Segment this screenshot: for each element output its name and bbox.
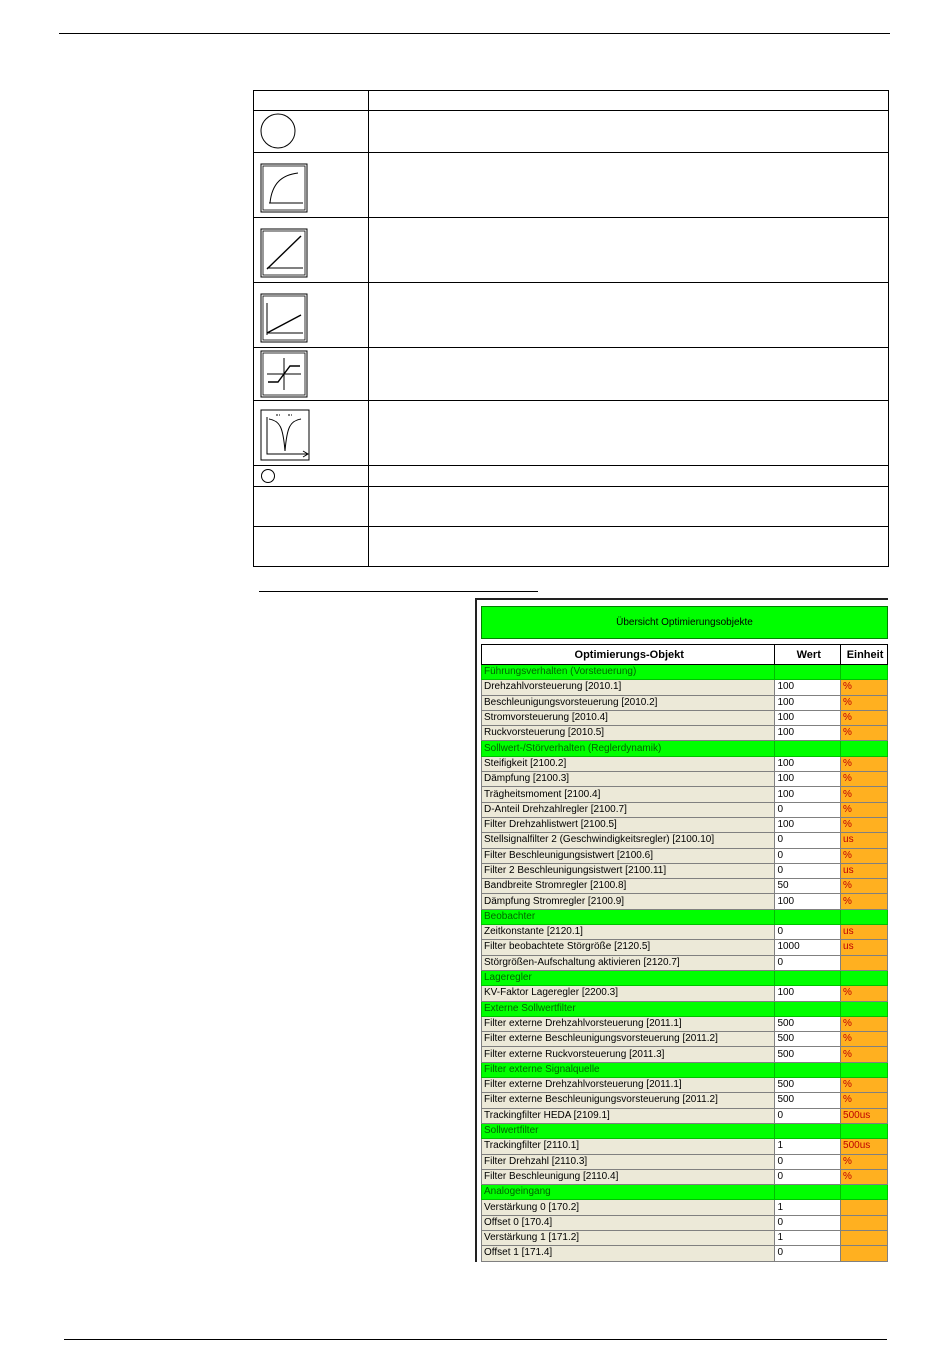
description-cell [369, 218, 889, 283]
value-cell[interactable]: 100 [775, 986, 841, 1001]
unit-cell [841, 1246, 888, 1261]
symbol-row [254, 153, 889, 218]
symbol-cell [254, 283, 369, 348]
section-value-cell [775, 1123, 841, 1138]
value-cell[interactable]: 100 [775, 894, 841, 909]
value-cell[interactable]: 100 [775, 772, 841, 787]
section-value-cell [775, 665, 841, 680]
header-rule [59, 33, 890, 34]
section-unit-cell [841, 741, 888, 756]
value-cell[interactable]: 0 [775, 1154, 841, 1169]
object-name-cell: Stromvorsteuerung [2010.4] [482, 710, 775, 725]
object-name-cell: Filter Beschleunigung [2110.4] [482, 1169, 775, 1184]
object-name-cell: Filter beobachtete Störgröße [2120.5] [482, 940, 775, 955]
object-name-cell: Dämpfung [2100.3] [482, 772, 775, 787]
symbol-row [254, 218, 889, 283]
table-row[interactable] [482, 772, 888, 787]
object-name-cell: Filter externe Beschleunigungsvorsteuerung [2011.2] [482, 1093, 775, 1108]
description-cell [369, 401, 889, 466]
symbol-row [254, 283, 889, 348]
table-row[interactable] [482, 1200, 888, 1215]
symbol-row [254, 401, 889, 466]
section-row [482, 665, 888, 680]
unit-cell: 500us [841, 1139, 888, 1154]
symbol-table [253, 90, 889, 567]
object-name-cell: Dämpfung Stromregler [2100.9] [482, 894, 775, 909]
large-circle-icon [254, 111, 368, 152]
table-row[interactable] [482, 1169, 888, 1184]
value-cell[interactable]: 100 [775, 787, 841, 802]
symbol-column-header [254, 91, 369, 111]
object-name-cell: Trackingfilter [2110.1] [482, 1139, 775, 1154]
saturation-graph-icon [254, 348, 368, 400]
description-column-header [369, 91, 889, 111]
unit-cell: % [841, 1016, 888, 1031]
object-column-header[interactable]: Optimierungs-Objekt [482, 645, 775, 665]
value-cell[interactable]: 500 [775, 1078, 841, 1093]
object-name-cell: Filter externe Ruckvorsteuerung [2011.3] [482, 1047, 775, 1062]
section-value-cell [775, 1185, 841, 1200]
unit-cell: % [841, 986, 888, 1001]
value-cell[interactable]: 1 [775, 1200, 841, 1215]
object-name-cell: Offset 1 [171.4] [482, 1246, 775, 1261]
optimization-objects-table [481, 644, 888, 1262]
unit-cell: % [841, 802, 888, 817]
shallow-line-graph-icon [254, 283, 368, 347]
table-row[interactable] [482, 863, 888, 878]
symbol-cell [254, 111, 369, 153]
table-row[interactable] [482, 817, 888, 832]
object-name-cell: D-Anteil Drehzahlregler [2100.7] [482, 802, 775, 817]
unit-cell: % [841, 1154, 888, 1169]
value-cell[interactable]: 0 [775, 802, 841, 817]
object-name-cell: Filter externe Drehzahlvorsteuerung [2011.1] [482, 1078, 775, 1093]
notch-filter-graph-icon [254, 401, 368, 465]
object-name-cell: Verstärkung 0 [170.2] [482, 1200, 775, 1215]
value-cell[interactable]: 1 [775, 1230, 841, 1245]
table-row[interactable] [482, 787, 888, 802]
table-row[interactable] [482, 802, 888, 817]
value-cell[interactable]: 100 [775, 726, 841, 741]
value-cell[interactable]: 100 [775, 756, 841, 771]
section-value-cell [775, 1062, 841, 1077]
value-cell[interactable]: 500 [775, 1032, 841, 1047]
unit-cell: % [841, 1093, 888, 1108]
table-row[interactable] [482, 955, 888, 970]
description-cell [369, 466, 889, 487]
value-cell[interactable]: 100 [775, 695, 841, 710]
value-cell[interactable]: 0 [775, 1108, 841, 1123]
section-row [482, 970, 888, 985]
object-name-cell: Störgrößen-Aufschaltung aktivieren [2120.7] [482, 955, 775, 970]
value-cell[interactable]: 100 [775, 710, 841, 725]
value-cell[interactable]: 0 [775, 925, 841, 940]
unit-cell: % [841, 710, 888, 725]
section-row [482, 1001, 888, 1016]
unit-cell: % [841, 695, 888, 710]
table-row[interactable] [482, 1154, 888, 1169]
section-unit-cell [841, 1001, 888, 1016]
unit-cell [841, 1215, 888, 1230]
unit-cell: % [841, 848, 888, 863]
optimization-objects-window [475, 598, 888, 1262]
section-label: Analogeingang [482, 1185, 775, 1200]
table-row[interactable] [482, 726, 888, 741]
caption-underline [259, 591, 538, 592]
object-name-cell: Ruckvorsteuerung [2010.5] [482, 726, 775, 741]
unit-cell: % [841, 817, 888, 832]
object-name-cell: Trackingfilter HEDA [2109.1] [482, 1108, 775, 1123]
symbol-row [254, 348, 889, 401]
table-row[interactable] [482, 1215, 888, 1230]
table-header-row [482, 645, 888, 665]
table-row[interactable] [482, 1108, 888, 1123]
object-name-cell: Beschleunigungsvorsteuerung [2010.2] [482, 695, 775, 710]
section-value-cell [775, 1001, 841, 1016]
section-label: Führungsverhalten (Vorsteuerung) [482, 665, 775, 680]
object-name-cell: Trägheitsmoment [2100.4] [482, 787, 775, 802]
panel-title: Übersicht Optimierungsobjekte [481, 606, 888, 639]
object-name-cell: KV-Faktor Lageregler [2200.3] [482, 986, 775, 1001]
symbol-cell [254, 348, 369, 401]
table-row[interactable] [482, 848, 888, 863]
section-row [482, 1185, 888, 1200]
table-row[interactable] [482, 1078, 888, 1093]
unit-cell [841, 1200, 888, 1215]
symbol-row [254, 466, 889, 487]
table-row[interactable] [482, 1093, 888, 1108]
table-row[interactable] [482, 1246, 888, 1261]
table-row[interactable] [482, 940, 888, 955]
unit-cell: % [841, 680, 888, 695]
object-name-cell: Filter externe Beschleunigungsvorsteuerung [2011.2] [482, 1032, 775, 1047]
table-row[interactable] [482, 695, 888, 710]
section-value-cell [775, 741, 841, 756]
steep-line-graph-icon [254, 218, 368, 282]
value-cell[interactable]: 0 [775, 833, 841, 848]
unit-cell: % [841, 1169, 888, 1184]
table-row[interactable] [482, 879, 888, 894]
value-cell[interactable]: 0 [775, 1215, 841, 1230]
symbol-cell [254, 527, 369, 567]
section-value-cell [775, 970, 841, 985]
section-label: Lageregler [482, 970, 775, 985]
table-body [482, 645, 888, 1262]
table-row[interactable] [482, 1047, 888, 1062]
value-cell[interactable]: 1 [775, 1139, 841, 1154]
object-name-cell: Filter Drehzahl [2110.3] [482, 1154, 775, 1169]
unit-cell: % [841, 726, 888, 741]
table-row[interactable] [482, 894, 888, 909]
description-cell [369, 111, 889, 153]
value-cell[interactable]: 500 [775, 1093, 841, 1108]
section-unit-cell [841, 665, 888, 680]
symbol-row [254, 527, 889, 567]
object-name-cell: Filter Beschleunigungsistwert [2100.6] [482, 848, 775, 863]
footer-rule [64, 1339, 887, 1340]
table-row[interactable] [482, 1230, 888, 1245]
unit-cell: 500us [841, 1108, 888, 1123]
table-row[interactable] [482, 1139, 888, 1154]
object-name-cell: Bandbreite Stromregler [2100.8] [482, 879, 775, 894]
unit-cell: us [841, 863, 888, 878]
unit-cell: % [841, 879, 888, 894]
unit-cell [841, 955, 888, 970]
section-row [482, 1123, 888, 1138]
symbol-row [254, 111, 889, 153]
value-cell[interactable]: 50 [775, 879, 841, 894]
section-unit-cell [841, 1123, 888, 1138]
section-row [482, 741, 888, 756]
description-cell [369, 153, 889, 218]
value-cell[interactable]: 100 [775, 817, 841, 832]
object-name-cell: Steifigkeit [2100.2] [482, 756, 775, 771]
section-row [482, 909, 888, 924]
object-name-cell: Filter 2 Beschleunigungsistwert [2100.11] [482, 863, 775, 878]
value-cell[interactable]: 100 [775, 680, 841, 695]
symbol-cell [254, 487, 369, 527]
table-row[interactable] [482, 710, 888, 725]
section-row [482, 1062, 888, 1077]
section-label: Sollwertfilter [482, 1123, 775, 1138]
table-row[interactable] [482, 680, 888, 695]
object-name-cell: Offset 0 [170.4] [482, 1215, 775, 1230]
object-name-cell: Stellsignalfilter 2 (Geschwindigkeitsregler) [2100.10] [482, 833, 775, 848]
description-cell [369, 527, 889, 567]
section-label: Sollwert-/Störverhalten (Reglerdynamik) [482, 741, 775, 756]
value-cell[interactable]: 0 [775, 1246, 841, 1261]
unit-column-header[interactable]: Einheit [841, 645, 888, 665]
symbol-row [254, 487, 889, 527]
curve-graph-icon [254, 153, 368, 217]
table-row[interactable] [482, 986, 888, 1001]
object-name-cell: Zeitkonstante [2120.1] [482, 925, 775, 940]
description-cell [369, 283, 889, 348]
value-cell[interactable]: 1000 [775, 940, 841, 955]
unit-cell: us [841, 833, 888, 848]
table-row[interactable] [482, 833, 888, 848]
unit-cell: % [841, 772, 888, 787]
description-cell [369, 348, 889, 401]
description-cell [369, 487, 889, 527]
section-unit-cell [841, 909, 888, 924]
section-label: Filter externe Signalquelle [482, 1062, 775, 1077]
symbol-cell [254, 218, 369, 283]
small-circle-icon [254, 466, 368, 486]
unit-cell: % [841, 1047, 888, 1062]
unit-cell: % [841, 1078, 888, 1093]
unit-cell: us [841, 925, 888, 940]
unit-cell: % [841, 894, 888, 909]
unit-cell: % [841, 1032, 888, 1047]
value-cell[interactable]: 0 [775, 955, 841, 970]
table-row[interactable] [482, 1032, 888, 1047]
value-cell[interactable]: 0 [775, 848, 841, 863]
section-unit-cell [841, 1062, 888, 1077]
symbol-cell [254, 466, 369, 487]
unit-cell: % [841, 787, 888, 802]
object-name-cell: Verstärkung 1 [171.2] [482, 1230, 775, 1245]
object-name-cell: Filter Drehzahlistwert [2100.5] [482, 817, 775, 832]
symbol-cell [254, 153, 369, 218]
table-row[interactable] [482, 1016, 888, 1031]
value-cell[interactable]: 500 [775, 1016, 841, 1031]
value-cell[interactable]: 500 [775, 1047, 841, 1062]
section-label: Externe Sollwertfilter [482, 1001, 775, 1016]
section-value-cell [775, 909, 841, 924]
value-cell[interactable]: 0 [775, 863, 841, 878]
value-column-header[interactable]: Wert [775, 645, 841, 665]
table-row[interactable] [482, 756, 888, 771]
section-label: Beobachter [482, 909, 775, 924]
section-unit-cell [841, 970, 888, 985]
table-row[interactable] [482, 925, 888, 940]
unit-cell: % [841, 756, 888, 771]
unit-cell [841, 1230, 888, 1245]
unit-cell: us [841, 940, 888, 955]
symbol-cell [254, 401, 369, 466]
object-name-cell: Drehzahlvorsteuerung [2010.1] [482, 680, 775, 695]
object-name-cell: Filter externe Drehzahlvorsteuerung [2011.1] [482, 1016, 775, 1031]
value-cell[interactable]: 0 [775, 1169, 841, 1184]
symbol-table-header [254, 91, 889, 111]
section-unit-cell [841, 1185, 888, 1200]
